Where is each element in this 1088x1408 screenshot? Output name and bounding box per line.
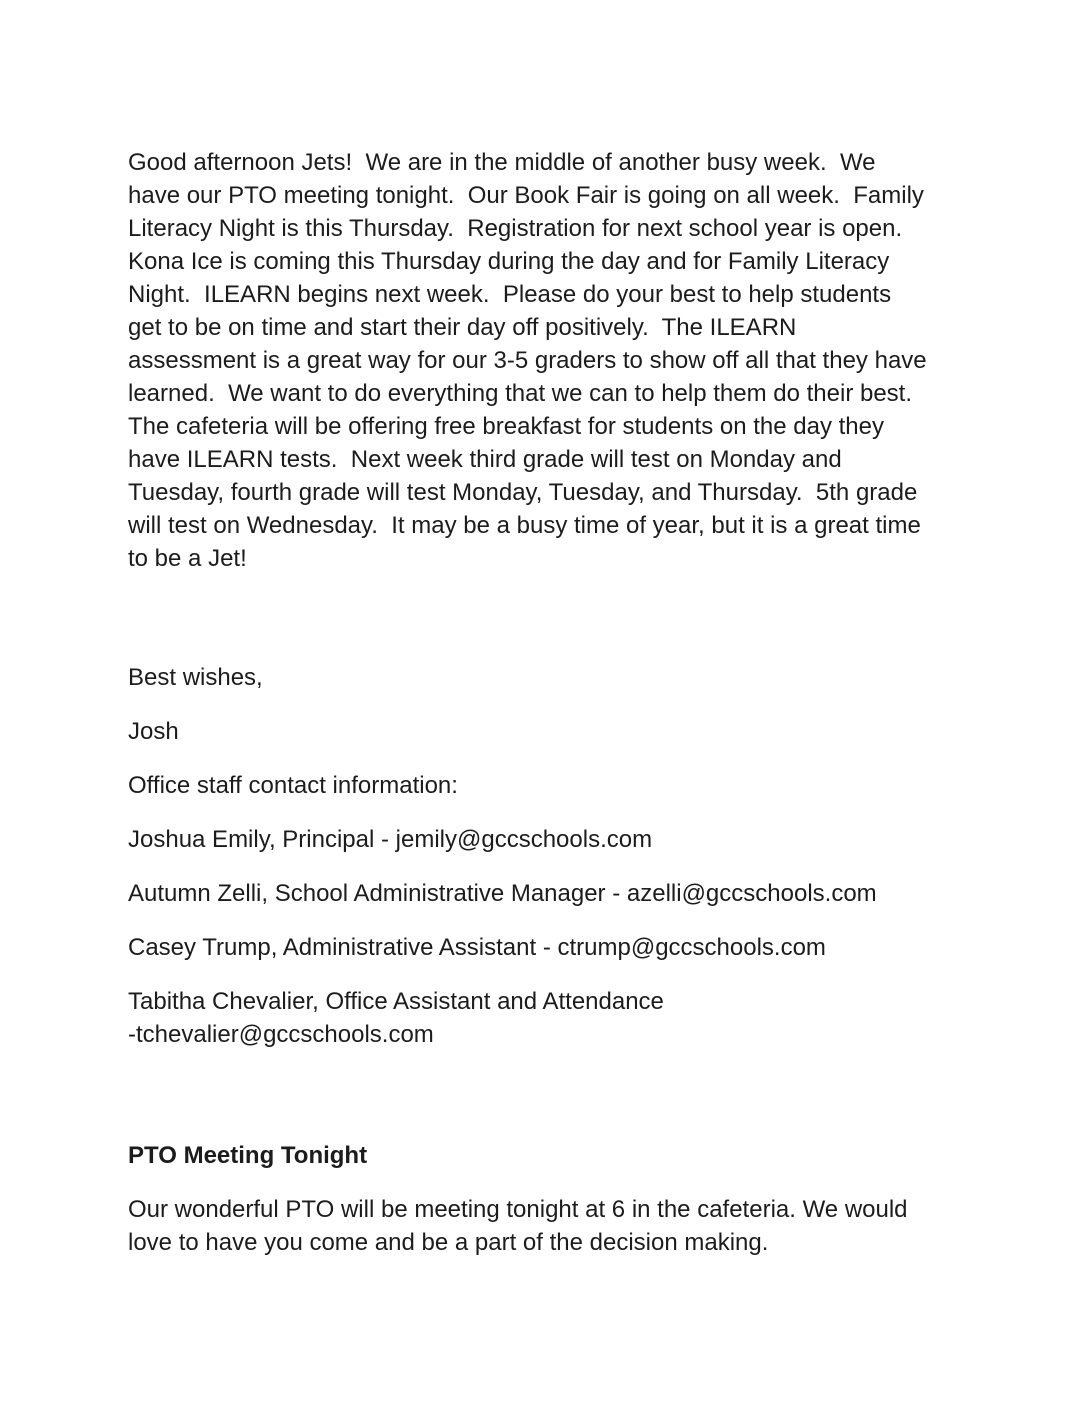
intro-line: will test on Wednesday. It may be a busy time of year, but it is a great time <box>128 512 921 539</box>
pto-section-body: Our wonderful PTO will be meeting tonight at 6 in the cafeteria. We would love to have you come and be a part of the decision making. <box>128 1196 908 1256</box>
intro-line: have our PTO meeting tonight. Our Book Fair is going on all week. Family <box>128 182 924 209</box>
intro-line: assessment is a great way for our 3-5 graders to show off all that they have <box>128 347 927 374</box>
closing-block <box>128 661 968 1051</box>
salutation: Best wishes, <box>128 664 263 691</box>
intro-line: learned. We want to do everything that we can to help them do their best. <box>128 380 913 407</box>
contact-admin-manager: Autumn Zelli, School Administrative Manager - azelli@gccschools.com <box>128 880 877 907</box>
signature: Josh <box>128 718 179 745</box>
intro-line: The cafeteria will be offering free breakfast for students on the day they <box>128 413 884 440</box>
intro-line: Night. ILEARN begins next week. Please do your best to help students <box>128 281 892 308</box>
intro-line: Literacy Night is this Thursday. Registration for next school year is open. <box>128 215 903 242</box>
contact-principal: Joshua Emily, Principal - jemily@gccschools.com <box>128 826 653 853</box>
contacts-heading: Office staff contact information: <box>128 772 458 799</box>
intro-line: Tuesday, fourth grade will test Monday, Tuesday, and Thursday. 5th grade <box>128 479 918 506</box>
contact-office-assistant: Tabitha Chevalier, Office Assistant and Attendance -tchevalier@gccschools.com <box>128 988 664 1048</box>
contact-admin-assistant: Casey Trump, Administrative Assistant - ctrump@gccschools.com <box>128 934 826 961</box>
intro-line: Kona Ice is coming this Thursday during the day and for Family Literacy <box>128 248 890 275</box>
intro-line: to be a Jet! <box>128 545 247 572</box>
intro-line: get to be on time and start their day off positively. The ILEARN <box>128 314 797 341</box>
document-page <box>128 146 968 1259</box>
intro-line: Good afternoon Jets! We are in the middle of another busy week. We <box>128 149 876 176</box>
pto-section <box>128 1139 968 1259</box>
intro-line: have ILEARN tests. Next week third grade will test on Monday and <box>128 446 842 473</box>
pto-section-title: PTO Meeting Tonight <box>128 1142 368 1169</box>
intro-paragraph <box>128 146 968 575</box>
